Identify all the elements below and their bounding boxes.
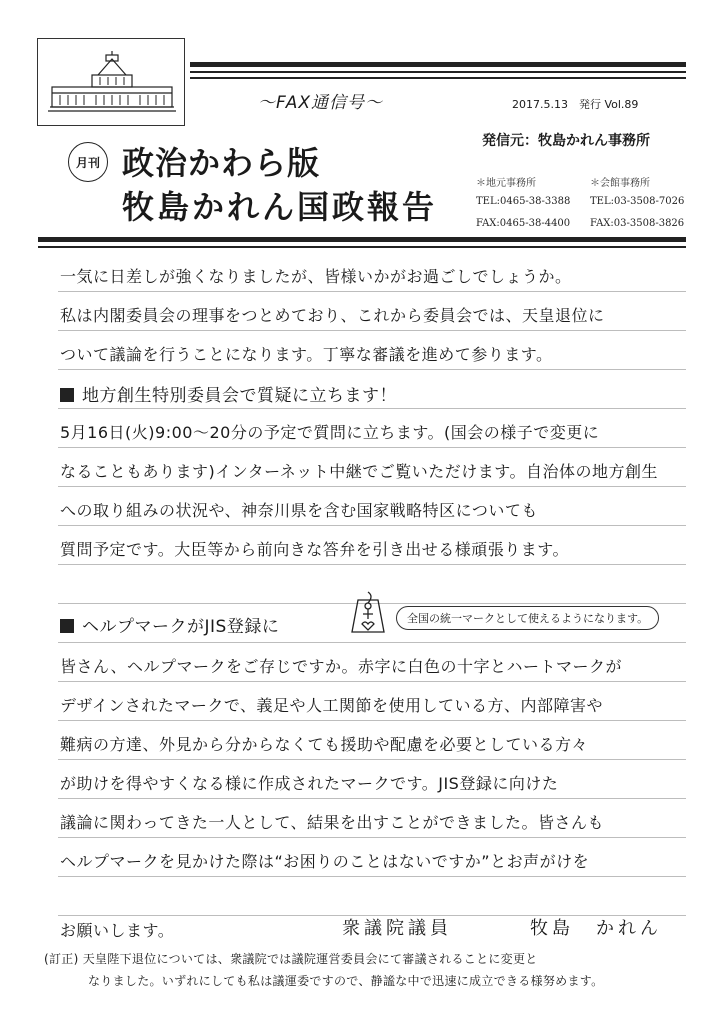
signature-title: 衆議院議員 bbox=[342, 918, 452, 939]
ruled-line bbox=[58, 330, 686, 331]
body-line-16: お願いします。 bbox=[60, 921, 175, 940]
local-office-label: ＊地元事務所 bbox=[476, 178, 536, 189]
header-rule-thin-2 bbox=[190, 77, 686, 79]
ruled-line bbox=[58, 369, 686, 370]
header-rule-thin bbox=[190, 71, 686, 73]
section-heading-2-text: ヘルプマークがJIS登録に bbox=[82, 617, 280, 637]
correction-text-1: 天皇陛下退位については、衆議院では議院運営委員会にて審議されることに変更と bbox=[82, 952, 538, 966]
body-line-1: 一気に日差しが強くなりましたが、皆様いかがお過ごしでしょうか。 bbox=[60, 267, 572, 286]
correction-note-line-2: なりました。いずれにしても私は議運委ですので、静謐な中で迅速に成立できる様努めます。 bbox=[88, 974, 604, 988]
hall-office-tel: TEL:03-3508-7026 bbox=[590, 196, 685, 207]
help-mark-tag-icon bbox=[344, 590, 390, 638]
ruled-line bbox=[58, 876, 686, 877]
diet-building-logo bbox=[37, 38, 185, 126]
ruled-line bbox=[58, 564, 686, 565]
ruled-line bbox=[58, 447, 686, 448]
body-line-6: なることもあります)インターネット中継でご覧いただけます。自治体の地方創生 bbox=[60, 462, 659, 481]
body-line-5: 5月16日(火)9:00～20分の予定で質問に立ちます。(国会の様子で変更に bbox=[60, 423, 600, 442]
ruled-line bbox=[58, 798, 686, 799]
hall-office-fax: FAX:03-3508-3826 bbox=[590, 218, 685, 229]
ruled-line bbox=[58, 408, 686, 409]
body-line-15: ヘルプマークを見かけた際は“お困りのことはないですか”とお声がけを bbox=[60, 852, 590, 871]
body-line-14: 議論に関わってきた一人として、結果を出すことができました。皆さんも bbox=[60, 813, 605, 832]
ruled-line bbox=[58, 525, 686, 526]
monthly-badge: 月刊 bbox=[68, 142, 108, 182]
body-line-11: デザインされたマークで、義足や人工関節を使用している方、内部障害や bbox=[60, 696, 604, 715]
bullet-square-icon bbox=[60, 388, 74, 402]
section-heading-1-text: 地方創生特別委員会で質疑に立ちます！ bbox=[82, 386, 397, 406]
hall-office-label: ＊会館事務所 bbox=[590, 178, 650, 189]
body-line-8: 質問予定です。大臣等から前向きな答弁を引き出せる様頑張ります。 bbox=[60, 540, 569, 559]
body-line-10: 皆さん、ヘルプマークをご存じですか。赤字に白色の十字とハートマークが bbox=[60, 657, 622, 676]
header-rule-thick bbox=[190, 62, 686, 67]
diet-building-icon bbox=[48, 51, 176, 115]
ruled-line bbox=[58, 837, 686, 838]
body-line-7: への取り組みの状況や、神奈川県を含む国家戦略特区についても bbox=[60, 501, 538, 520]
body-line-3: ついて議論を行うことになります。丁寧な審議を進めて参ります。 bbox=[60, 345, 553, 364]
sender: 発信元：牧島かれん事務所 bbox=[482, 133, 650, 149]
ruled-line bbox=[58, 759, 686, 760]
ruled-line bbox=[58, 720, 686, 721]
body-line-12: 難病の方達、外見から分からなくても援助や配慮を必要としている方々 bbox=[60, 735, 589, 754]
signature-name: 牧島 かれん bbox=[530, 918, 662, 939]
correction-note-line-1 bbox=[44, 950, 538, 967]
section-heading-1 bbox=[60, 381, 397, 406]
ruled-line bbox=[58, 681, 686, 682]
fax-title: ～FAX通信号～ bbox=[258, 93, 384, 113]
ruled-line bbox=[58, 486, 686, 487]
body-top-rule bbox=[38, 237, 686, 242]
issue-info: 2017.5.13 発行 Vol.89 bbox=[512, 98, 639, 111]
bullet-square-icon bbox=[60, 619, 74, 633]
body-top-rule-thin bbox=[38, 246, 686, 248]
newsletter-title: 政治かわら版 bbox=[122, 144, 321, 182]
body-line-13: が助けを得やすくなる様に作成されたマークです。JIS登録に向けた bbox=[60, 774, 559, 793]
body-line-2: 私は内閣委員会の理事をつとめており、これから委員会では、天皇退位に bbox=[60, 306, 605, 325]
ruled-line bbox=[58, 642, 686, 643]
section-heading-2 bbox=[60, 612, 279, 637]
local-office-fax: FAX:0465-38-4400 bbox=[476, 218, 571, 229]
speech-bubble: 全国の統一マークとして使えるようになります。 bbox=[396, 606, 659, 630]
ruled-line bbox=[58, 291, 686, 292]
correction-label: (訂正) bbox=[44, 952, 79, 966]
local-office-tel: TEL:0465-38-3388 bbox=[476, 196, 571, 207]
newsletter-subtitle: 牧島かれん国政報告 bbox=[122, 188, 438, 226]
